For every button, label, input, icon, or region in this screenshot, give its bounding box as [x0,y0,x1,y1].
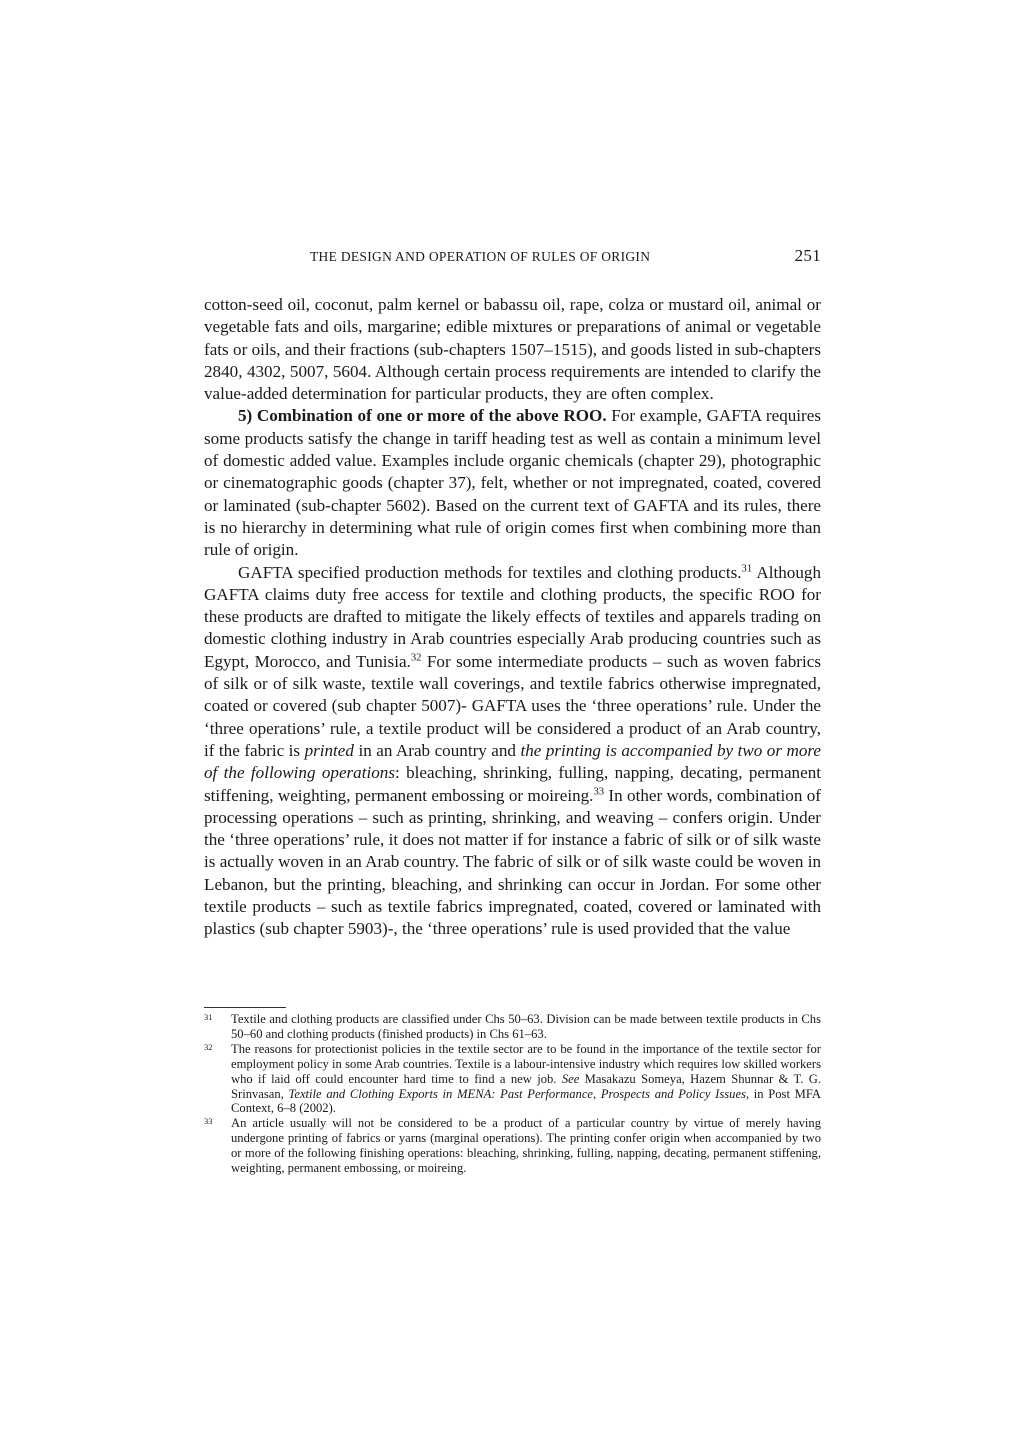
paragraph-3-part-c: For some intermediate products – such as woven fabrics of silk or of silk waste, textile wall coverings, and textile fabrics otherwise impregnated, coated or covered (sub chapter 5007)- GAFTA uses the ‘three operations’ rule. Under the ‘three operations’ rule, a textile product will be considered a product of an Arab country, if the fabric is [204,651,821,760]
paragraph-3-part-f: In other words, combination of processing operations – such as printing, shrinking, and weaving – confers origin. Under the ‘three operations’ rule, it does not matter if for instance a fabric of silk or of silk waste is actually woven in an Arab country. The fabric of silk or of silk waste could be woven in Lebanon, but the printing, bleaching, and shrinking can occur in Jordan. For some other textile products – such as textile fabrics impregnated, coated, covered or laminated with plastics (sub chapter 5903)-, the ‘three operations’ rule is used provided that the value [204,785,821,939]
footnote-number: 32 [204,1041,213,1052]
footnote-ref-32[interactable]: 32 [410,652,422,664]
footnote-number: 31 [204,1012,213,1022]
footnote-text-a: The reasons for protectionist policies in the textile sector are to be found in the importance of the textile sector for employment policy in some Arab countries. Textile is a labour-intensive industry which requires low skilled workers who if laid off could encounter hard time to find a new job. [231,1041,821,1086]
body-text [204,294,821,941]
paragraph-3-italic-printed: printed [304,740,354,760]
paragraph-3-part-a: GAFTA specified production methods for textiles and clothing products. [238,562,742,582]
running-title: THE DESIGN AND OPERATION OF RULES OF ORIGIN [310,249,651,264]
footnote-divider [204,1007,286,1008]
footnote-ref-31[interactable]: 31 [741,563,753,575]
paragraph-1: cotton-seed oil, coconut, palm kernel or babassu oil, rape, colza or mustard oil, animal or vegetable fats and oils, margarine; edible mixtures or preparations of animal or vegetable fats or oils, and their fractions (sub-chapters 1507–1515), and goods listed in sub-chapters 2840, 4302, 5007, 5604. Although certain process requirements are intended to clarify the value-added determination for particular products, they are often complex. [204,295,821,404]
paragraph-3-part-e: : bleaching, shrinking, fulling, napping, decating, permanent stiffening, weighting, permanent embossing or moireing. [204,763,821,805]
footnote-text-b: Masakazu Someya, Hazem Shunnar & T. G. Srinvasan, [231,1071,822,1101]
footnotes [204,1012,821,1176]
paragraph-3-part-b: Although GAFTA claims duty free access for textile and clothing products, the specific ROO for these products are drafted to mitigate the likely effects of textiles and apparels trading on domestic clothing industry in Arab countries especially Arab producing countries such as Egypt, Morocco, and Tunisia. [204,562,821,671]
footnote-number: 33 [204,1116,213,1127]
paragraph-2-heading: 5) Combination of one or more of the above ROO. [238,406,607,426]
paragraph-3-italic-printing: the printing is accompanied by two or more of the following operations [204,740,821,783]
paragraph-2-text: For example, GAFTA requires some products satisfy the change in tariff heading test as well as contain a minimum level of domestic added value. Examples include organic chemicals (chapter 29), photographic or cinematographic goods (chapter 37), felt, whether or not impregnated, coated, covered or laminated (sub-chapter 5602). Based on the current text of GAFTA and its rules, there is no hierarchy in determining what rule of origin comes first when combining more than rule of origin. [204,406,821,560]
footnote-see-signal: See [561,1071,580,1086]
footnote-text: Textile and clothing products are classified under Chs 50–63. Division can be made between textile products in Chs 50–60 and clothing products (finished products) in Chs 61–63. [231,1012,821,1041]
paragraph-3 [204,562,821,941]
footnote-text: An article usually will not be considered to be a product of a particular country by virtue of merely having undergone printing of fabrics or yarns (marginal operations). The printing confer origin when accompanied by two or more of the following finishing operations: bleaching, shrinking, fulling, napping, decating, permanent stiffening, weighting, permanent embossing, or moireing. [231,1116,821,1176]
paragraph-3-part-d: in an Arab country and [353,740,521,760]
footnote-cited-title: Textile and Clothing Exports in MENA: Past Performance, Prospects and Policy Issues [288,1086,746,1101]
footnote-ref-33[interactable]: 33 [593,786,605,798]
footnote-33 [204,1116,821,1176]
footnote-text-c: , in Post MFA Context, 6–8 (2002). [231,1086,822,1116]
footnote-32 [204,1042,821,1117]
footnote-31 [204,1012,821,1042]
page-number: 251 [794,246,821,265]
paragraph-2 [204,405,821,561]
